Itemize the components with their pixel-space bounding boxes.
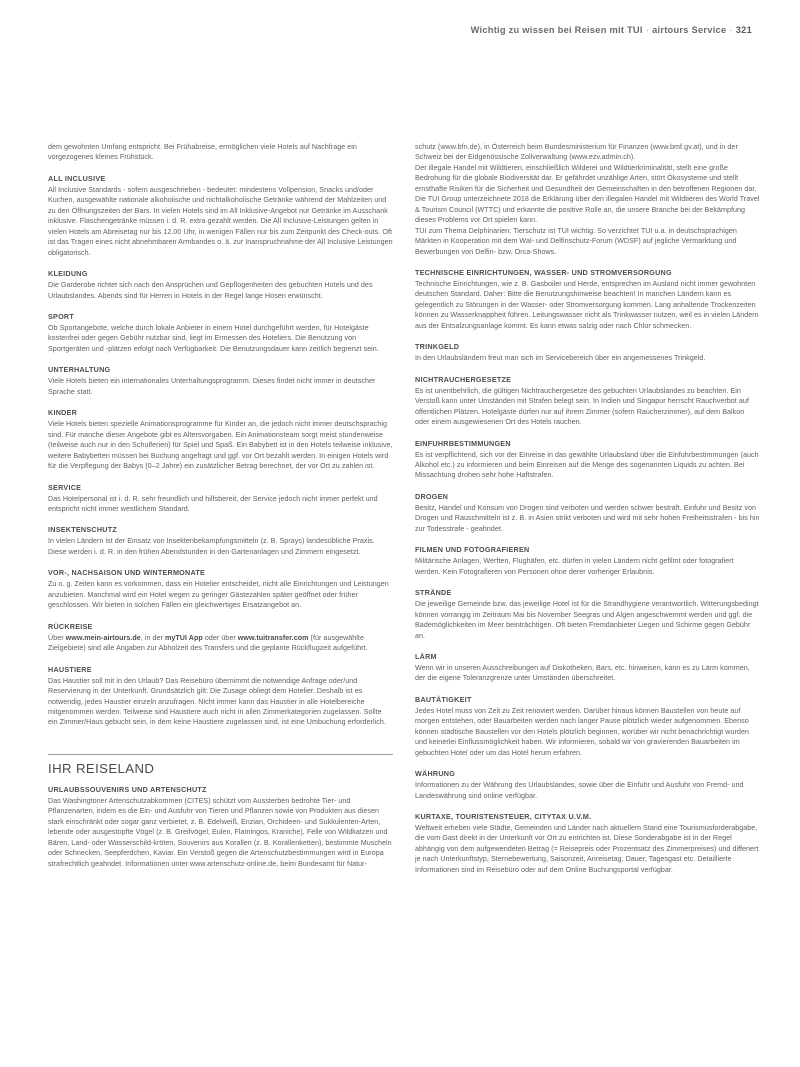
section-heading-einfuhrbestimmungen: EINFUHRBESTIMMUNGEN [415,438,511,448]
section-urlaubssouvenirs [48,785,393,869]
running-header-separator-2: · [729,25,733,35]
section-heading-technische-einrichtungen: TECHNISCHE EINRICHTUNGEN, WASSER- UND STROMVERSORGUNG [415,267,672,277]
section-heading-kinder: KINDER [48,408,78,418]
section-kurtaxe [415,812,760,875]
section-heading-unterhaltung: UNTERHALTUNG [48,365,111,375]
section-heading-kleidung: KLEIDUNG [48,269,88,279]
rueckreise-text-2: , in der [140,633,165,642]
section-body-sport: Ob Sportangebote, welche durch lokale Anbieter in einem Hotel durchgeführt werden, für Hotelgäste kostenfrei oder gegen Gebühr nutzbar sind, liegt im Ermessen des Hoteliers. Die Benutzung von Sportgeräten und -plätzen erfolgt nach Verfügbarkeit. Die Benutzungsdauer kann zeitlich begrenzt sein. [48,323,379,353]
section-insektenschutz [48,525,393,557]
section-trinkgeld [415,342,760,363]
page-number: 321 [735,25,752,35]
section-filmen-fotografieren [415,545,760,577]
rueckreise-link-tuitransfer[interactable]: www.tuitransfer.com [237,633,309,642]
section-body-insektenschutz: In vielen Ländern ist der Einsatz von Insektenbekampfungsmitteln (z. B. Sprays) landesübliche Praxis. Diese werden i. d. R. in den frühen Abendstunden in den Gartenanlagen und Zimmern eingesetzt. [48,537,375,556]
section-sport [48,312,393,354]
section-heading-waehrung: WÄHRUNG [415,769,456,779]
section-heading-drogen: DROGEN [415,491,449,501]
section-body-filmen-fotografieren: Militärische Anlagen, Werften, Flughäfen, etc. dürfen in vielen Ländern nicht gefilmt oder fotografiert werden. Kein Fotografieren von Personen ohne derer vorheriger Erlaubnis. [415,557,734,576]
rueckreise-app-mytui: myTUI App [165,633,203,642]
section-haustiere [48,665,393,728]
section-heading-urlaubssouvenirs: URLAUBSSOUVENIRS UND ARTENSCHUTZ [48,784,207,794]
section-body-haustiere: Das Haustier soll mit in den Urlaub? Das Reisebüro übernimmt die notwendige Anfrage oder/und Reservierung in der Unterkunft. Grundsätzlich gilt: Die Zusage obliegt dem Hotelier. Deshalb ist es notwendig, jedes Haustier einzeln anzufragen. Nicht immer kann das Haustier in alle Hotelbereiche mitgenommen werden. Teilweise sind Haustiere auch nicht in allen Zimmerkategorien zugelassen. Sollte ein Zimmer/Haus gebucht sein, in dem keine Haustiere zugelassen sind, ist eine Umbuchung erforderlich. [48,676,386,727]
section-bautaetigkeit [415,695,760,758]
paragraph-continuation-right-2: Der illegale Handel mit Wildtieren, einschließlich Wilderei und Wildtierkriminalität, stellt eine große Bedrohung für die globale Biodiversität dar. Er gefährdet unzählige Arten, stört Ökosysteme und stellt ernsthafte Risiken für die Sicherheit und Gesundheit der Gemeinschaften in den betroffenen Regionen dar. Die TUI Group unterzeichnete 2018 die Erklärung über den illegalen Handel mit Wildtieren des World Travel & Tourism Council (WTTC) und erkannte die positive Rolle an, die unsere Branche bei der Bekämpfung dieses Problems vor Ort spielen kann. [415,163,760,225]
section-all-inclusive [48,174,393,258]
section-body-laerm: Wenn wir in unseren Ausschreibungen auf Diskotheken, Bars, etc. hinweisen, kann es zu Lärm kommen, der die eigene Toleranzgrenze unter Umständen überschreitet. [415,663,750,683]
paragraph-continuation-right-3: TUI zum Thema Delphinarien: Tierschutz ist TUI wichtig. So verzichtet TUI u.a. in deutschsprachigen Märkten in Kooperation mit dem Wal- und Delfinschutz-Forum (WDSF) auf jegliche Vermarktung und Bewerbungen von Delfin- bzw. Orca-Shows. [415,226,737,256]
section-einfuhrbestimmungen [415,439,760,481]
section-body-kinder: Viele Hotels bieten spezielle Animationsprogramme für Kinder an, die jedoch nicht immer deutschsprachig sind. Für manche dieser Angebote gibt es Altersvorgaben. Ein Animationsteam sorgt meist stundenweise (teilweise auch nur in den Schulferien) für Spiel und Spaß. Ein Babybett ist in den Hotels teilweise inklusive, weitere Babybetten müssen bei Buchung angefragt und ggf. vor Ort bezahlt werden. In einigen Hotels wird für die Verpflegung der Babys (0–2 Jahre) ein zusätzlicher Betrag berechnet, der vor Ort zu zahlen ist. [48,420,393,471]
section-waehrung [415,769,760,801]
section-unterhaltung [48,365,393,397]
section-body-bautaetigkeit: Jedes Hotel muss von Zeit zu Zeit renoviert werden. Darüber hinaus können Baustellen von heute auf morgen entstehen, oder Bauarbeiten werden nach langer Pause plötzlich wieder aufgenommen. Ebenso können städtische Baustellen vor den Hotels plötzlich beginnen, worüber wir nicht benachrichtigt wurden und keinerlei Einflussmöglichkeit haben. Wir informieren, sobald wir von gravierenden Bauarbeiten im gebuchten Hotel oder um das Hotel herum erfahren. [415,706,749,757]
section-body-urlaubssouvenirs: Das Washingtoner Artenschutzabkommen (CITES) schützt vom Aussterben bedrohte Tier- und Pflanzenarten, indem es die Ein- und Ausfuhr von Tieren und Pflanzen sowie von Produkten aus diesen stark einschränkt oder sogar ganz verbietet, z. B. Edelweiß, Enzian, Orchideen- und Sukkulenten-Arten, lebende oder ausgestopfte Vögel (z. B. Greifvögel, Eulen, Flamingos, Kraniche), Felle von Wildkatzen und Bären, Land- oder Wasserschild-kröten, Souvenirs aus Korallen (z. B. Korallenketten), bestimmte Muscheln oder Schnecken, Seepferdchen, Kaviar. Ein Verstoß gegen die Artenschutzbestimmungen wird in Europa strafrechtlich geahndet. Informationen unter www.artenschutz-online.de, beim Bundesamt für Natur- [48,796,392,868]
section-heading-kurtaxe: KURTAXE, TOURISTENSTEUER, CITYTAX U.V.M. [415,812,592,822]
section-continuation-right [415,142,760,257]
rueckreise-text-4: (für ausgewählte Zielgebiete) sind alle Angaben zur Abholzeit des Transfers und die geplante Rückflugzeit aufgeführt. [48,633,368,653]
section-heading-nichtrauchergesetze: NICHTRAUCHERGESETZE [415,374,512,384]
section-continuation-left [48,142,393,163]
paragraph-continuation-left: dem gewohnten Umfang entspricht. Bei Frühabreise, ermöglichen viele Hotels auf Nachfrage ein vorgezogenes kleines Frühstück. [48,143,357,162]
section-heading-trinkgeld: TRINKGELD [415,342,460,352]
section-body-vor-nachsaison: Zu o. g. Zeiten kann es vorkommen, dass ein Hotelier entscheidet, nicht alle Einrichtungen und Leistungen anzubieten. Manchmal wird ein Hotel wegen zu geringer Gästezahlen später geöffnet oder früher geschlossen. Wir bieten in solchen Fällen ein gleichwertiges Ersatzangebot an. [48,580,389,610]
running-header-separator-1: · [645,25,650,35]
chapter-heading-ihr-reiseland: IHR REISELAND [48,760,155,776]
section-heading-rueckreise: RÜCKREISE [48,621,93,631]
section-body-trinkgeld: In den Urlaubsländern freut man sich im Servicebereich über ein angemessenes Trinkgeld. [415,354,706,363]
section-body-drogen: Besitz, Handel und Konsum von Drogen sind verboten und werden schwer bestraft. Einfuhr und Besitz von Drogen und Rauschmitteln ist z. B. in Asien strikt verboten und wird mit sehr hohen Freiheitsstrafen - bis hin zur Todesstrafe - geahndet. [415,503,760,533]
section-straende [415,588,760,641]
section-heading-sport: SPORT [48,311,75,321]
section-body-waehrung: Informationen zu der Währung des Urlaubslandes, sowie über die Einfuhr und Ausfuhr von Fremd- und Landeswährung sind online verfügbar. [415,781,744,800]
chapter-heading-block [48,754,393,776]
section-body-service: Das Hotelpersonal ist i. d. R. sehr freundlich und hilfsbereit, der Service jedoch nicht immer perfekt und entspricht nicht immer westlichem Standard. [48,494,378,513]
section-heading-service: SERVICE [48,482,82,492]
section-body-rueckreise [48,633,393,654]
section-body-technische-einrichtungen: Technische Einrichtungen, wie z. B. Gasboiler und Herde, entsprechen im Ausland nicht immer gewohnten deutschen Standard. Daher: Bitte die Benutzungshinweise beachten! In manchen Ländern kann es gelegentlich zu Störungen in der Wasser- oder Stromversorgung kommen. Lang anhaltende Trockenzeiten können zu Wasserknappheit führen. Leitungswasser nicht als Trinkwasser nutzen, weil es in vielen Ländern aus der Entsalzungsanlage kommt. Es kann etwas salzig oder nach Chlor schmecken. [415,279,759,330]
section-kleidung [48,269,393,301]
rueckreise-text-1: Über [48,633,66,642]
section-heading-haustiere: HAUSTIERE [48,664,92,674]
section-body-einfuhrbestimmungen: Es ist verpflichtend, sich vor der Einreise in das gewählte Urlaubsland über die Einfuhrbestimmungen (auch Alkohol etc.) zu informieren und beim Einreisen auf die Menge des sogenannten Liquids zu achten. Bei Missachtung drohen sehr hohe Haftstrafen. [415,450,759,480]
section-heading-all-inclusive: ALL INCLUSIVE [48,173,106,183]
section-vor-nachsaison [48,568,393,610]
rueckreise-link-mein-airtours[interactable]: www.mein-airtours.de [65,633,141,642]
right-column [415,142,760,875]
section-body-unterhaltung: Viele Hotels bieten ein internationales Unterhaltungsprogramm. Dieses findet nicht immer in deutscher Sprache statt. [48,377,376,396]
left-column [48,142,393,875]
section-service [48,483,393,515]
section-nichtrauchergesetze [415,375,760,428]
section-heading-filmen-fotografieren: FILMEN UND FOTOGRAFIEREN [415,545,530,555]
section-body-kurtaxe: Weltweit erheben viele Städte, Gemeinden und Länder nach aktuellem Stand eine Tourismusforderabgabe, die vom Gast direkt in der Unterkunft vor Ort zu entrichten ist. Diese Sonderabgabe ist in der Regel abhängig von dem aufgewendeten Betrag (= Reisepreis oder Prozentsatz des Zimmerpreises) und differiert je nach Unterkunftstyp, Sternebewertung, Saisonzeit, Anreisetag, Dauer, Tagesgast etc. Detaillierte Informationen sind im Reisebüro oder auf dem Online Buchungsportal verfügbar. [415,824,759,874]
rueckreise-text-3: oder über [202,633,238,642]
section-body-all-inclusive: All Inclusive Standards - sofern ausgeschrieben - bedeutet: mindestens Vollpension, Snacks und/oder Kuchen, ausgewählte nationale alkoholische und nichtalkoholische Getränke während der Mahlzeiten und zu den Öffnungszeiten der Bars. In vielen Hotels sind im All Inklusive-Angebot nur Getränke im Ausschank inklusive. Flaschengetränke müssen i. d. R. extra gezahlt werden. Die All Inclusive-Leistungen gelten in vielen Hotels am Abreisetag nur bis 12.00 Uhr, in wenigen Fällen nur bis zum Zeitpunkt des Check-outs. Oft ist das Tragen eines nicht abnehmbaren Armbandes o. ä. zur Inanspruchnahme der All Inclusive Leistungen obligatorisch. [48,185,393,257]
running-header-subtitle: airtours Service [652,25,727,35]
section-heading-insektenschutz: INSEKTENSCHUTZ [48,525,117,535]
running-header [471,25,752,35]
section-technische-einrichtungen [415,268,760,331]
section-heading-bautaetigkeit: BAUTÄTIGKEIT [415,694,472,704]
running-header-title: Wichtig zu wissen bei Reisen mit TUI [470,25,643,35]
paragraph-continuation-right-1: schutz (www.bfn.de), in Österreich beim Bundesministerium für Finanzen (www.bmf.gv.at), und in der Schweiz bei der Eidgenössische Zollverwaltung (www.ezv.admin.ch). [415,143,738,162]
section-rueckreise [48,622,393,654]
section-body-straende: Die jeweilige Gemeinde bzw. das jeweilige Hotel ist für die Strandhygiene verantwortlich. Witterungsbedingt können vorrangig im Zeitraum Mai bis November Seegras und Algen angeschwemmt werden und ggf. die Bademöglichkeiten im Meer beinträchtigen. Oft bieten Fremdanbieter Liegen und Schirme gegen Gebühr an. [415,600,759,640]
section-kinder [48,408,393,471]
section-body-nichtrauchergesetze: Es ist unentbehrlich, die gültigen Nichtrauchergesetze des gebuchten Urlaubslandes zu beachten. Ein Verstoß kann unter Umständen mit Strafen belegt sein. In Indien und Singapur herrscht Rauchverbot auf öffentlichen Plätzen. Hotelgäste dürfen nur auf ihrem Zimmer (sofern Raucherzimmer), auf dem Balkon oder einem ausgewiesenen Ort des Hotels rauchen. [415,386,749,427]
chapter-heading-rule [48,754,393,755]
two-column-body [48,142,760,875]
section-heading-laerm: LÄRM [415,651,437,661]
section-drogen [415,492,760,534]
section-heading-vor-nachsaison: VOR-, NACHSAISON UND WINTERMONATE [48,568,206,578]
section-laerm [415,652,760,684]
section-body-kleidung: Die Garderobe richtet sich nach den Ansprüchen und Gepflogenheiten des gebuchten Hotels und des Urlaubslandes. Abends sind für Herren in Hotels in der Regel lange Hosen erwünscht. [48,281,373,300]
section-heading-straende: STRÄNDE [415,588,452,598]
